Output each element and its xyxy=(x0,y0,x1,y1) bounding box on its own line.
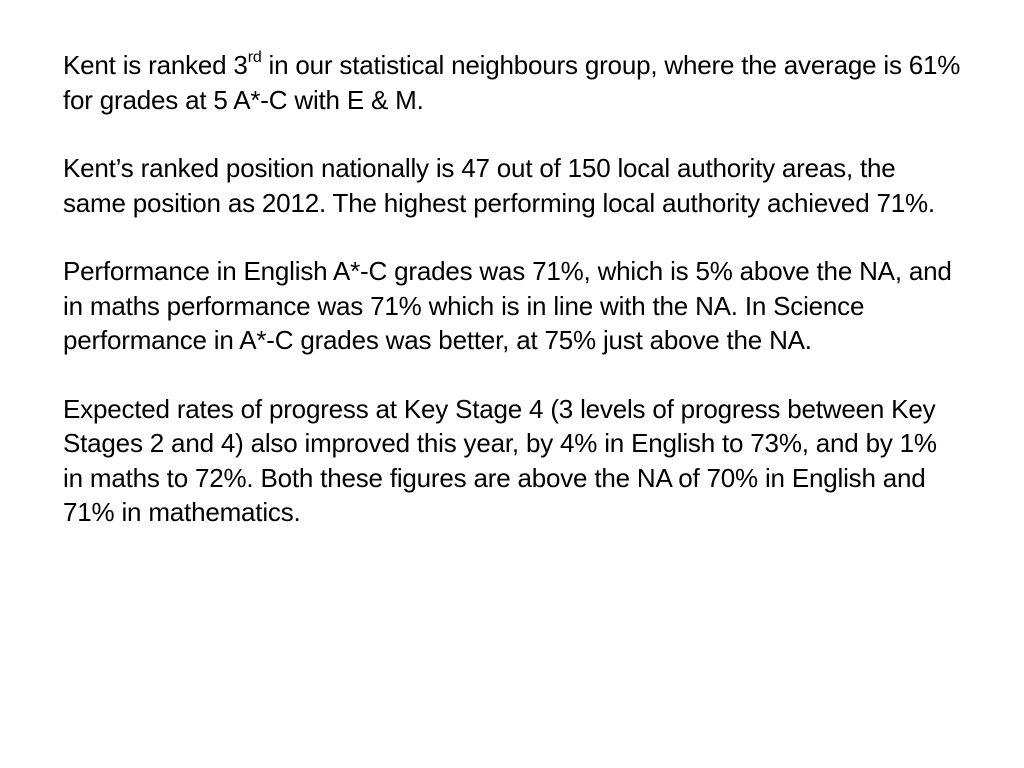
paragraph-expected-progress: Expected rates of progress at Key Stage 4 (3 levels of progress between Key Stages 2 and 4) also improved this year, by 4% in English to 73%, and by 1% in maths to 72%. Both these figures are above the NA of 70% in English and 71% in mathematics. xyxy=(63,393,937,527)
slide-body xyxy=(63,48,963,564)
paragraph-ranking-national: Kent’s ranked position nationally is 47 out of 150 local authority areas, the same position as 2012. The highest performing local authority achieved 71%. xyxy=(63,153,935,218)
ordinal-suffix: rd xyxy=(247,49,262,67)
paragraph-ranking-neighbours-text-end: in our statistical neighbours group, where the average is 61% for grades at 5 A*-C with E & M. xyxy=(63,50,961,115)
paragraph-ranking-neighbours-text-start: Kent is ranked 3 xyxy=(63,50,248,80)
paragraph-ranking-neighbours xyxy=(63,48,963,117)
paragraph-subject-performance: Performance in English A*-C grades was 71%, which is 5% above the NA, and in maths performance was 71% which is in line with the NA. In Science performance in A*-C grades was better, at 75% just above the NA. xyxy=(63,256,952,355)
